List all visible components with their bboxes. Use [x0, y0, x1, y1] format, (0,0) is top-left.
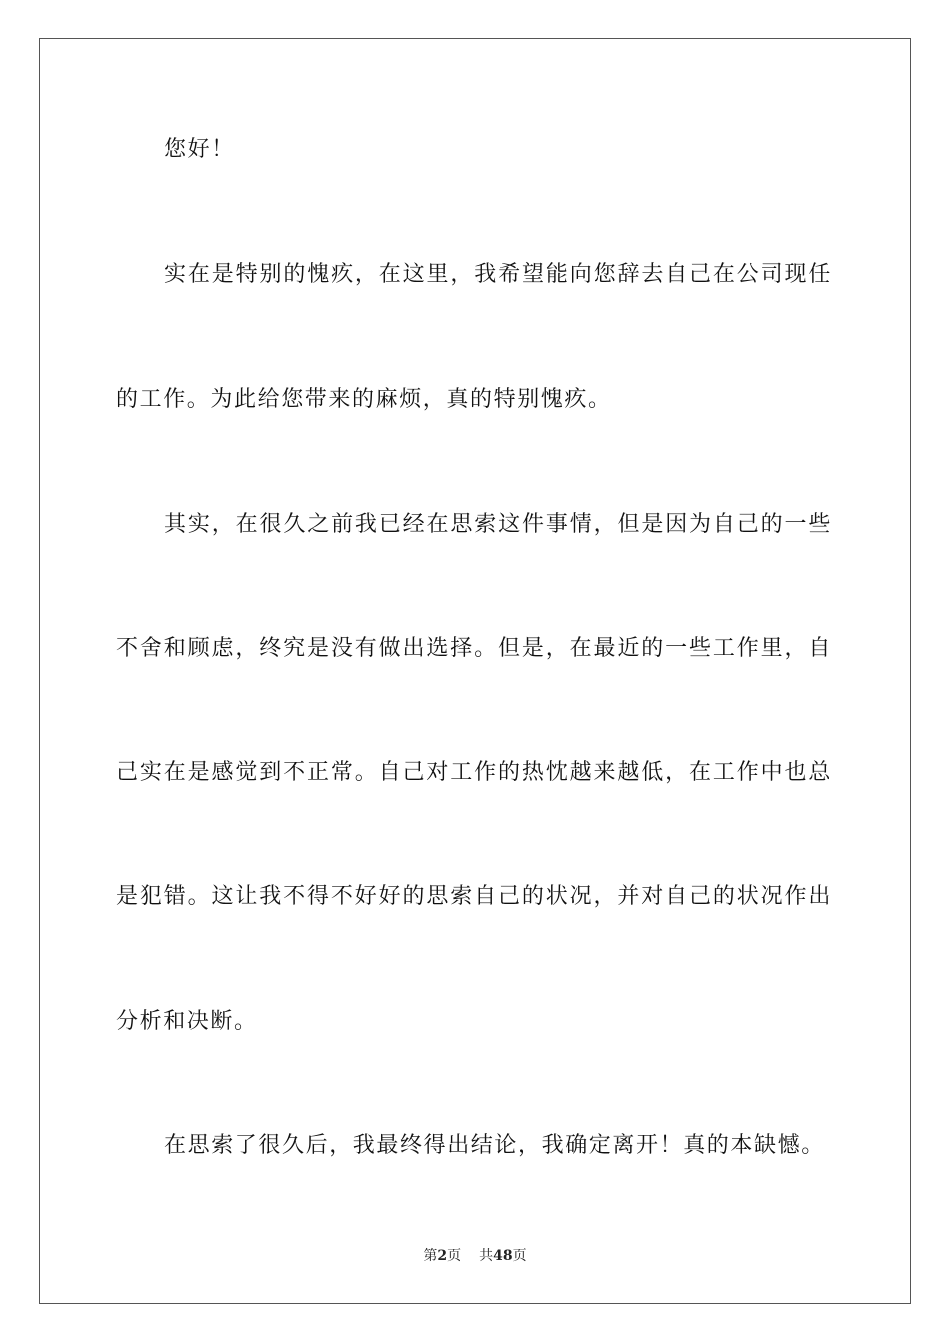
paragraph-2-line-5: 分析和决断。 — [116, 1009, 258, 1034]
paragraph-2-line-4: 是犯错。这让我不得不好好的思索自己的状况，并对自己的状况作出 — [116, 884, 832, 909]
footer-page-suffix: 页 — [447, 1248, 462, 1264]
footer-total-pages: 48 — [493, 1248, 513, 1264]
paragraph-1-line-1: 实在是特别的愧疚，在这里，我希望能向您辞去自己在公司现任 — [164, 262, 832, 287]
paragraph-2-line-1: 其实，在很久之前我已经在思索这件事情，但是因为自己的一些 — [164, 512, 832, 537]
page-border — [39, 38, 911, 1304]
footer-total-suffix: 页 — [512, 1248, 527, 1264]
page-footer — [0, 1246, 950, 1266]
footer-total-prefix: 共 — [479, 1248, 494, 1264]
footer-page-number: 2 — [437, 1248, 448, 1264]
footer-page-prefix: 第 — [423, 1248, 438, 1264]
paragraph-1-line-2: 的工作。为此给您带来的麻烦，真的特别愧疚。 — [116, 387, 612, 412]
paragraph-3-line-1: 在思索了很久后，我最终得出结论，我确定离开！真的本缺憾。 — [164, 1133, 825, 1158]
greeting-line: 您好！ — [164, 137, 235, 162]
paragraph-2-line-3: 己实在是感觉到不正常。自己对工作的热忱越来越低，在工作中也总 — [116, 760, 832, 785]
paragraph-2-line-2: 不舍和顾虑，终究是没有做出选择。但是，在最近的一些工作里，自 — [116, 636, 832, 661]
